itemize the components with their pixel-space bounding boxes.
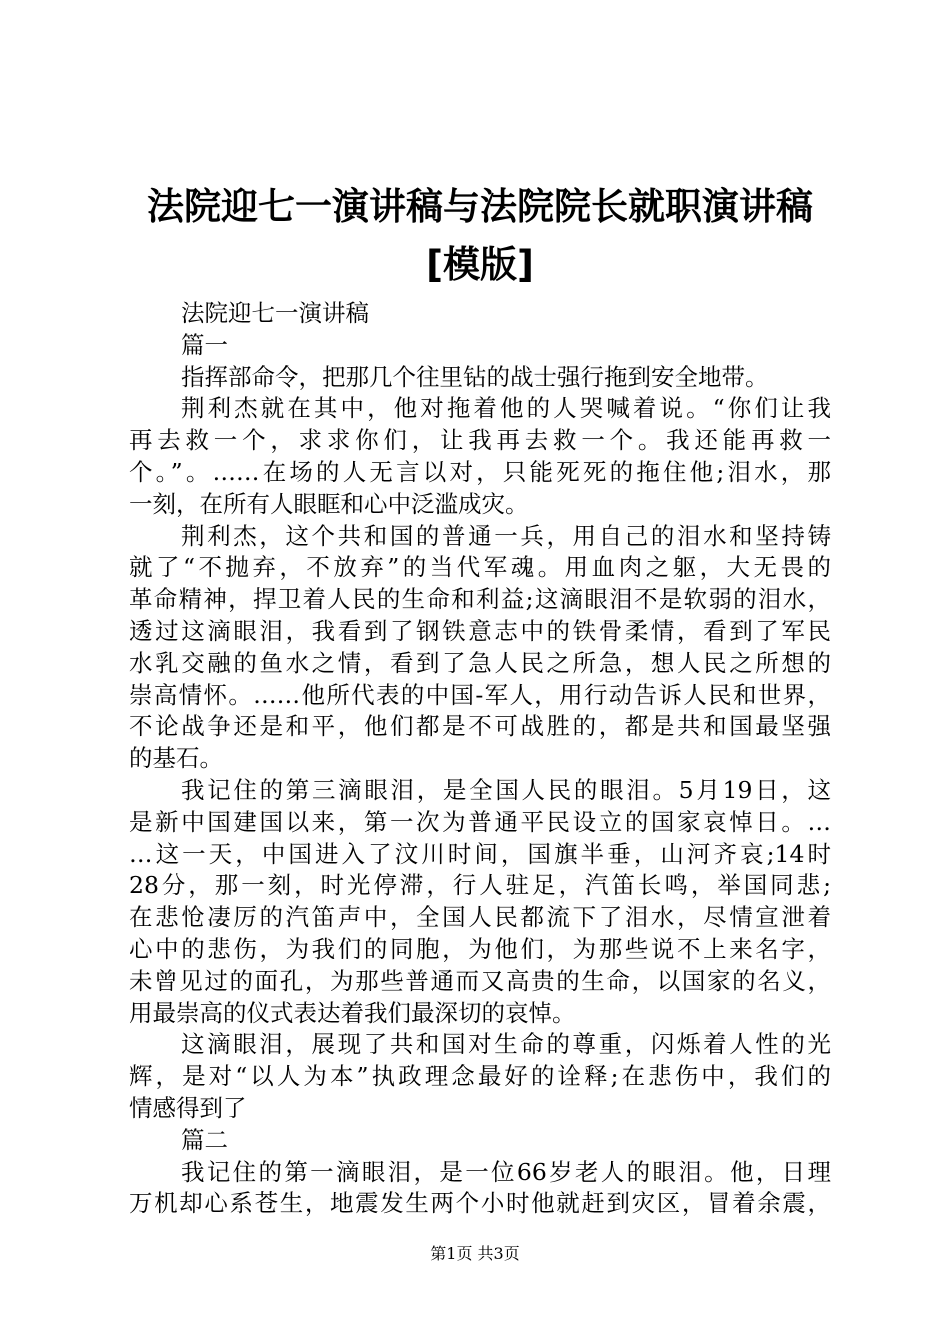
text-line: 这滴眼泪，展现了共和国对生命的尊重，闪烁着人性的光 [181, 1030, 831, 1059]
text-line: 荆利杰，这个共和国的普通一兵，用自己的泪水和坚持铸 [181, 521, 831, 550]
text-line: 28分，那一刻，时光停滞，行人驻足，汽笛长鸣，举国同悲; [129, 871, 831, 900]
text-line: 万机却心系苍生，地震发生两个小时他就赶到灾区，冒着余震， [129, 1189, 831, 1218]
text-line: 荆利杰就在其中，他对拖着他的人哭喊着说。“你们让我 [181, 394, 831, 423]
text-line: 革命精神，捍卫着人民的生命和利益;这滴眼泪不是软弱的泪水， [129, 585, 831, 614]
text-line: 篇二 [181, 1125, 228, 1154]
text-line: 不论战争还是和平，他们都是不可战胜的，都是共和国最坚强 [129, 712, 831, 741]
text-line: 篇一 [181, 330, 228, 359]
text-line: 再去救一个，求求你们，让我再去救一个。我还能再救一 [129, 426, 831, 455]
text-line: …这一天，中国进入了汶川时间，国旗半垂，山河齐哀;14时 [129, 839, 831, 868]
text-line: 崇高情怀。……他所代表的中国-军人，用行动告诉人民和世界， [129, 680, 831, 709]
text-line: 我记住的第一滴眼泪，是一位66岁老人的眼泪。他，日理 [181, 1157, 831, 1186]
text-line: 的基石。 [129, 744, 223, 773]
document-title: 法院迎七一演讲稿与法院院长就职演讲稿[模版] [147, 185, 813, 286]
text-line: 法院迎七一演讲稿 [181, 299, 369, 327]
text-line: 一刻，在所有人眼眶和心中泛滥成灾。 [129, 489, 529, 518]
page-footer: 第1页 共3页 [430, 1244, 520, 1263]
text-line: 就了“不抛弃，不放弃”的当代军魂。用血肉之躯，大无畏的 [129, 553, 831, 582]
text-line: 辉，是对“以人为本”执政理念最好的诠释;在悲伤中，我们的 [129, 1062, 831, 1091]
document-body [129, 298, 831, 1220]
text-line: 心中的悲伤，为我们的同胞，为他们，为那些说不上来名字， [129, 934, 831, 963]
text-line: 指挥部命令，把那几个往里钻的战士强行拖到安全地带。 [181, 362, 769, 391]
text-line: 未曾见过的面孔，为那些普通而又高贵的生命，以国家的名义， [129, 966, 831, 995]
text-line: 用最崇高的仪式表达着我们最深切的哀悼。 [129, 998, 576, 1027]
text-line: 个。”。……在场的人无言以对，只能死死的拖住他;泪水，那 [129, 457, 831, 486]
text-line: 情感得到了 [129, 1093, 247, 1122]
text-line: 是新中国建国以来，第一次为普通平民设立的国家哀悼日。… [129, 807, 831, 836]
text-line: 水乳交融的鱼水之情，看到了急人民之所急，想人民之所想的 [129, 648, 831, 677]
text-line: 我记住的第三滴眼泪，是全国人民的眼泪。5月19日，这 [181, 775, 831, 804]
text-line: 透过这滴眼泪，我看到了钢铁意志中的铁骨柔情，看到了军民 [129, 616, 831, 645]
text-line: 在悲怆凄厉的汽笛声中，全国人民都流下了泪水，尽情宣泄着 [129, 903, 831, 932]
